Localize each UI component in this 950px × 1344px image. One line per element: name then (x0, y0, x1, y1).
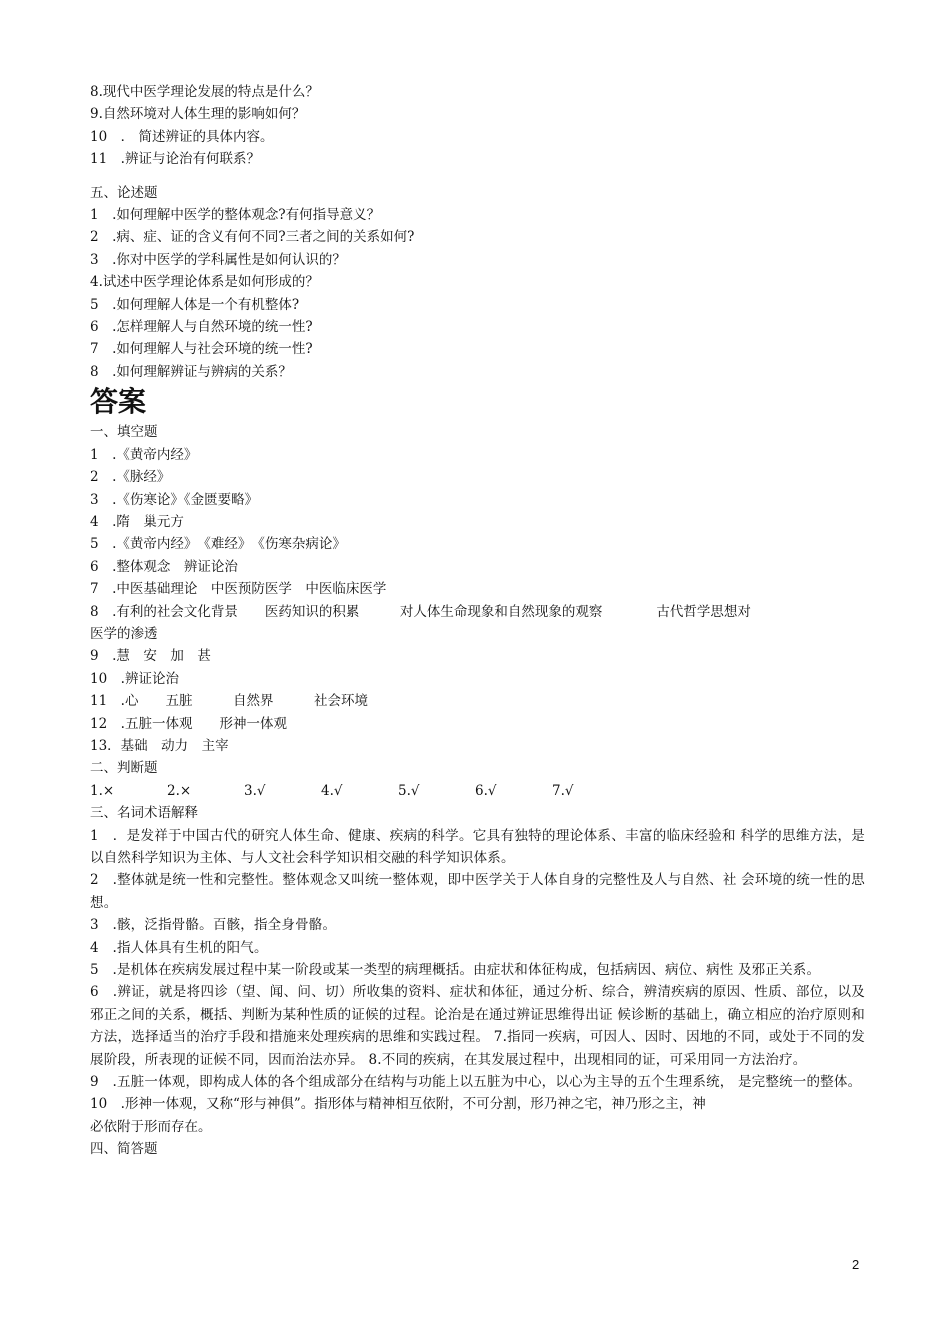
fill-answer: 5 .《黄帝内经》 《难经》 《伤寒杂病论》 (90, 536, 346, 553)
judgement-row (90, 780, 865, 802)
section-title: 四、简答题 (90, 1141, 158, 1158)
judgement-answer: 5.√ (398, 782, 420, 799)
question-item: 8.现代中医学理论发展的特点是什么？ (90, 84, 319, 100)
essay-item: 8 .如何理解辨证与辨病的关系？ (90, 363, 292, 380)
question-item: 9.自然环境对人体生理的影响如何？ (90, 106, 306, 123)
term-paragraph: 3 .骸，泛指骨骼。百骸，指全身骨骼。 (90, 917, 337, 934)
fill-answer: 9 .慧 安 加 甚 (90, 648, 211, 665)
essay-section (90, 182, 865, 384)
essay-item: 1 .如何理解中医学的整体观念?有何指导意义？ (90, 207, 381, 224)
judgement-answer: 7.√ (552, 782, 574, 799)
question-item: 10 ． 简述辨证的具体内容。 (90, 128, 274, 145)
page-content (90, 81, 865, 1161)
fill-answer: 7 .中医基础理论 中医预防医学 中医临床医学 (90, 581, 387, 598)
term-paragraph: 9 .五脏一体观，即构成人体的各个组成部分在结构与功能上以五脏为中心，以心为主导的五个生理系统， 是完整统一的整体。 (90, 1074, 862, 1091)
essay-item: 4.试述中医学理论体系是如何形成的？ (90, 274, 319, 291)
fill-answer: 10 .辨证论治 (90, 670, 179, 687)
term-paragraph: 2 .整体就是统一性和完整性。整体观念又叫统一整体观，即中医学关于人体自身的完整性及人与自然、社 会环境的统一性的思想。 (90, 872, 865, 911)
fill-answers (90, 421, 865, 757)
judgement-answers (90, 757, 865, 802)
term-paragraph-continued: 必依附于形而存在。 (90, 1118, 212, 1135)
fill-answer-continued: 医学的渗透 (90, 625, 158, 642)
page-number: 2 (852, 1257, 860, 1272)
fill-answer: 12 .五脏一体观 形神一体观 (90, 715, 287, 732)
fill-answer: 6 .整体观念 辨证论治 (90, 558, 238, 575)
term-paragraph: 5 .是机体在疾病发展过程中某一阶段或某一类型的病理概括。由症状和体征构成，包括病因、病位、病性 及邪正关系。 (90, 962, 821, 979)
section-title: 五、论述题 (90, 184, 158, 201)
essay-item: 5 .如何理解人体是一个有机整体? (90, 296, 300, 313)
fill-answer: 13．基础 动力 主宰 (90, 737, 229, 754)
judgement-answer: 1.× (90, 782, 115, 799)
essay-item: 6 .怎样理解人与自然环境的统一性? (90, 319, 313, 336)
question-item: 11 .辨证与论治有何联系？ (90, 151, 260, 168)
section-title: 二、判断题 (90, 760, 158, 777)
judgement-answer: 4.√ (321, 782, 343, 799)
essay-item: 3 .你对中医学的学科属性是如何认识的？ (90, 251, 346, 268)
judgement-answer: 2.× (167, 782, 192, 799)
section-title: 三、名词术语解释 (90, 805, 198, 822)
term-paragraph: 10 .形神一体观，又称“形与神俱”。指形体与精神相互依附，不可分割，形乃神之宅，神乃形之主，神 (90, 1096, 706, 1113)
term-definitions (90, 802, 865, 1138)
judgement-answer: 3.√ (244, 782, 266, 799)
term-paragraph: 4 .指人体具有生机的阳气。 (90, 939, 268, 956)
answer-heading: 答案 (90, 385, 147, 419)
term-paragraph: 6 .辨证，就是将四诊（望、闻、问、切）所收集的资料、症状和体征，通过分析、综合，辨清疾病的原因、性质、部位，以及邪正之间的关系，概括、判断为某种性质的证候的过程。论治是在通过辨证思维得出证 候诊断的基础上，确立相应的治疗原则和方法，选择适当的治疗手段和措施来处理疾病的思维和实践过程。 7.指同一疾病，可因人、因时、因地的不同，或处于不同的发展阶段，所表现的证候不同，因而治法亦异。 8.不同的疾病，在其发展过程中，出现相同的证，可采用同一方法治疗。 (90, 984, 865, 1068)
term-paragraph: 1 ．是发祥于中国古代的研究人体生命、健康、疾病的科学。它具有独特的理论体系、丰富的临床经验和 科学的思维方法，是以自然科学知识为主体、与人文社会科学知识相交融的科学知识体系。 (90, 827, 865, 866)
fill-answer: 4 .隋 巢元方 (90, 513, 184, 530)
fill-answer: 1 .《黄帝内经》 (90, 446, 198, 463)
fill-answer: 8 .有利的社会文化背景 医药知识的积累 对人体生命现象和自然现象的观察 古代哲学思想对 (90, 603, 751, 620)
fill-answer: 11 .心 五脏 自然界 社会环境 (90, 693, 368, 710)
fill-answer: 3 .《伤寒论》《金匮要略》 (90, 491, 259, 508)
essay-item: 7 .如何理解人与社会环境的统一性? (90, 341, 313, 358)
fill-answer: 2 .《脉经》 (90, 469, 171, 486)
judgement-answer: 6.√ (475, 782, 497, 799)
section-title: 一、填空题 (90, 424, 158, 441)
essay-item: 2 .病、症、证的含义有何不同?三者之间的关系如何? (90, 229, 415, 246)
question-list (90, 81, 865, 171)
